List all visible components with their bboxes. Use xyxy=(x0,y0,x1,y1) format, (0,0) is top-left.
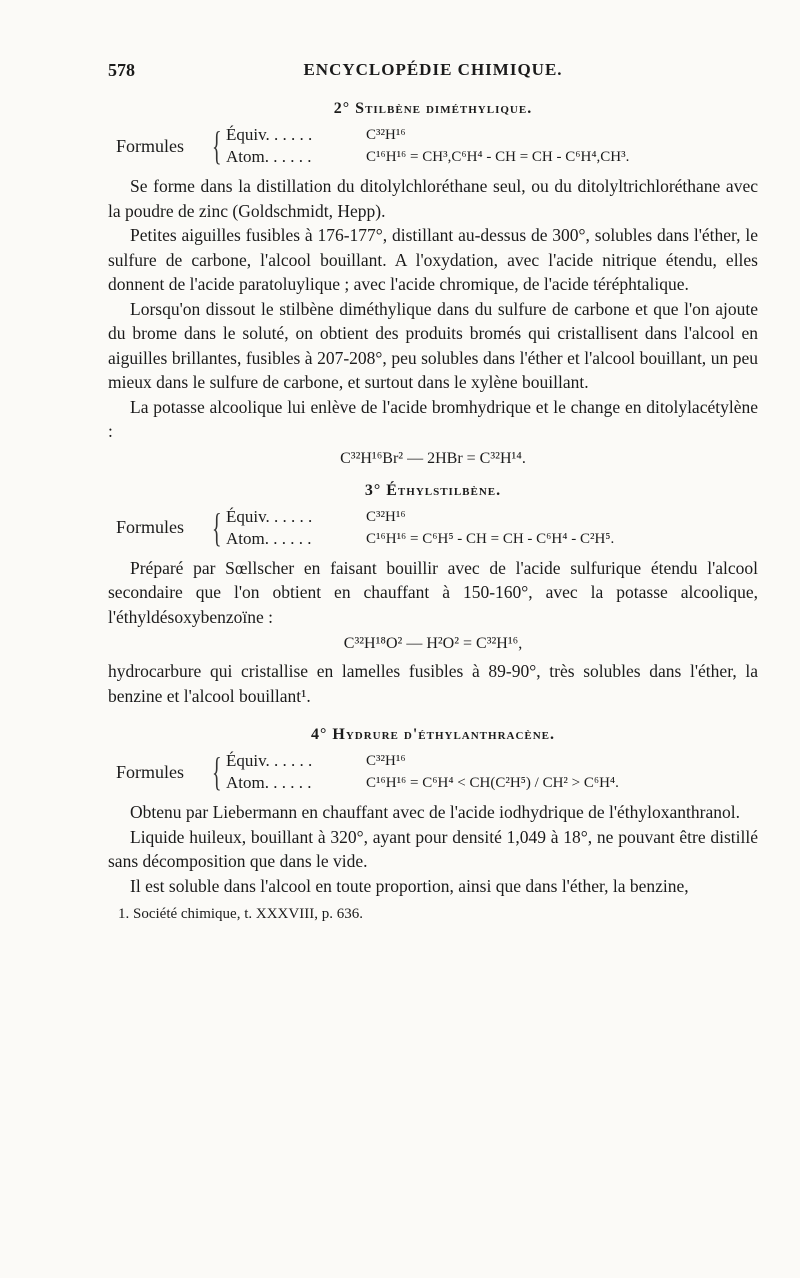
atom-label: Atom. . . . . . xyxy=(226,773,312,792)
equiv-formula: C³²H¹⁶ xyxy=(366,127,406,143)
atom-formula: C¹⁶H¹⁶ = C⁶H⁵ - CH = CH - C⁶H⁴ - C²H⁵. xyxy=(366,530,615,547)
section-title: 3° Éthylstilbène. xyxy=(364,481,502,499)
equiv-formula: C³²H¹⁶ xyxy=(366,508,406,525)
section-stilbene-dimethylique xyxy=(108,100,758,468)
section-ethylstilbene xyxy=(108,482,758,709)
brace-icon: { xyxy=(212,123,222,168)
atom-label: Atom. . . . . . xyxy=(226,147,312,166)
paragraph: hydrocarbure qui cristallise en lamelles fusibles à 89-90°, très solubles dans l'éther, la benzine et l'alcool bouillant¹. xyxy=(108,661,758,706)
paragraph: Liquide huileux, bouillant à 320°, ayant pour densité 1,049 à 18°, ne pouvant être distillé sans décomposition que dans le vide. xyxy=(108,826,758,871)
footnote: 1. Société chimique, t. XXXVIII, p. 636. xyxy=(118,906,363,922)
paragraph: Petites aiguilles fusibles à 176-177°, distillant au-dessus de 300°, solubles dans l'éther, le sulfure de carbone, l'alcool bouillant. A l'oxydation, avec l'acide nitrique étendu, elles donnent de l'acide paratoluylique ; avec l'acide chromique, de l'acide téréphtalique. xyxy=(108,225,758,294)
equation: C³²H¹⁸O² — H²O² = C³²H¹⁶, xyxy=(343,635,523,652)
section-hydrure-ethylanthracene xyxy=(108,726,758,898)
paragraph: La potasse alcoolique lui enlève de l'acide bromhydrique et le change en ditolylacétylène : xyxy=(108,396,758,441)
equiv-label: Équiv. . . . . . xyxy=(226,751,313,770)
equiv-label: Équiv. . . . . . xyxy=(226,506,313,526)
equation: C³²H¹⁶Br² — 2HBr = C³²H¹⁴. xyxy=(340,449,526,467)
formulas-label: Formules xyxy=(116,135,185,156)
paragraph: Préparé par Sœllscher en faisant bouillir avec de l'acide sulfurique étendu l'alcool secondaire que l'on obtient en chauffant à 150-160°, avec la potasse alcoolique, l'éthyldésoxybenzoïne : xyxy=(108,557,758,627)
running-title: ENCYCLOPÉDIE CHIMIQUE. xyxy=(303,60,563,79)
book-page xyxy=(108,60,758,1260)
formula-block xyxy=(116,750,758,794)
paragraph: Se forme dans la distillation du ditolylchloréthane seul, ou du ditolyltrichloréthane avec la poudre de zinc (Goldschmidt, Hepp). xyxy=(108,176,758,221)
brace-icon: { xyxy=(212,749,222,794)
formulas-label: Formules xyxy=(116,761,185,782)
atom-label: Atom. . . . . . xyxy=(226,528,312,548)
page-header xyxy=(108,60,758,90)
formulas-label: Formules xyxy=(116,517,185,537)
paragraph: Obtenu par Liebermann en chauffant avec de l'acide iodhydrique de l'éthyloxanthranol. xyxy=(130,802,740,822)
atom-formula: C¹⁶H¹⁶ = CH³,C⁶H⁴ - CH = CH - C⁶H⁴,CH³. xyxy=(366,149,630,165)
equiv-formula: C³²H¹⁶ xyxy=(366,753,406,769)
brace-icon: { xyxy=(212,504,222,550)
section-title: 4° Hydrure d'éthylanthracène. xyxy=(310,726,556,743)
formula-block xyxy=(116,506,758,550)
atom-formula: C¹⁶H¹⁶ = C⁶H⁴ < CH(C²H⁵) / CH² > C⁶H⁴. xyxy=(366,775,619,791)
page-number: 578 xyxy=(108,60,135,80)
paragraph: Il est soluble dans l'alcool en toute proportion, ainsi que dans l'éther, la benzine, xyxy=(130,875,689,896)
paragraph: Lorsqu'on dissout le stilbène diméthylique dans du sulfure de carbone et que l'on ajoute du brome dans le soluté, on obtient des produits bromés qui cristallisent dans l'alcool en aiguilles brillantes, fusibles à 207-208°, peu solubles dans l'éther et l'alcool bouillant, un peu mieux dans le sulfure de carbone, et surtout dans le xylène bouillant. xyxy=(108,298,758,392)
formula-block xyxy=(116,124,758,168)
section-title: 2° Stilbène diméthylique. xyxy=(333,100,533,117)
equiv-label: Équiv. . . . . . xyxy=(226,125,313,144)
